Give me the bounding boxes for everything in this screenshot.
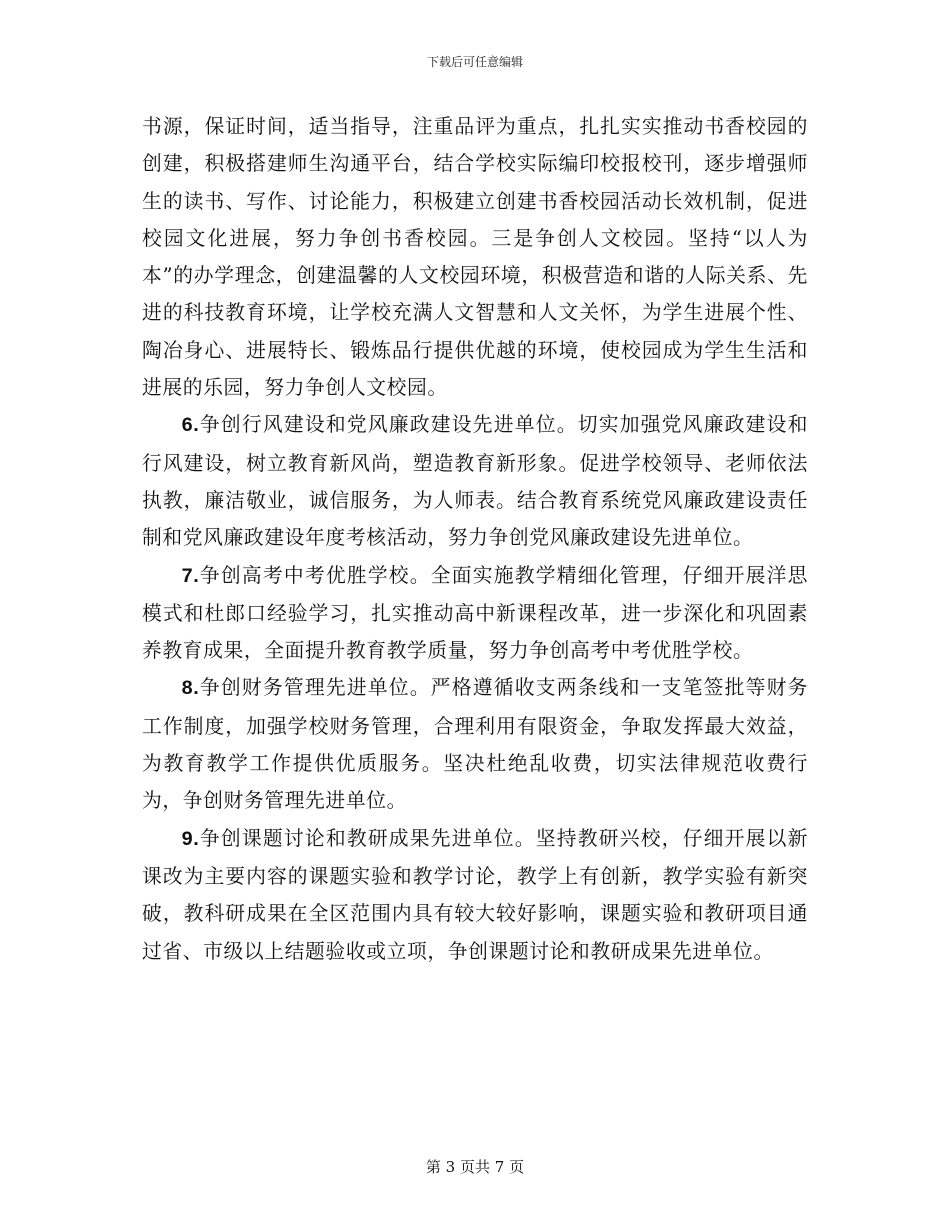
page-header: 下载后可任意编辑 [426, 55, 523, 69]
document-body [142, 108, 808, 970]
item-text: 争创高考中考优胜学校。全面实施教学精细化管理，仔细开展洋思模式和杜郎口经验学习，扎实推动高中新课程改革，进一步深化和巩固素养教育成果，全面提升教育教学质量，努力争创高考中考优胜学校。 [142, 563, 808, 663]
page-number: 第 3 页共 7 页 [425, 1158, 525, 1176]
item-text: 争创财务管理先进单位。严格遵循收支两条线和一支笔签批等财务工作制度，加强学校财务管理，合理利用有限资金，争取发挥最大效益，为教育教学工作提供优质服务。坚决杜绝乱收费，切实法律规范收费行为，争创财务管理先进单位。 [142, 676, 808, 813]
item-text: 争创课题讨论和教研成果先进单位。坚持教研兴校，仔细开展以新课改为主要内容的课题实验和教学讨论，教学上有创新，教学实验有新突破，教科研成果在全区范围内具有较大较好影响，课题实验和教研项目通过省、市级以上结题验收或立项，争创课题讨论和教研成果先进单位。 [142, 826, 808, 963]
item-number: 8. [181, 677, 200, 700]
list-item [142, 406, 808, 556]
list-item [142, 557, 808, 670]
item-number: 7. [181, 564, 200, 587]
item-number: 9. [181, 827, 200, 850]
item-number: 6. [181, 414, 200, 437]
list-item [142, 820, 808, 970]
continuation-paragraph: 书源，保证时间，适当指导，注重品评为重点，扎扎实实推动书香校园的创建，积极搭建师生沟通平台，结合学校实际编印校报校刊，逐步增强师生的读书、写作、讨论能力，积极建立创建书香校园活动长效机制，促进校园文化进展，努力争创书香校园。三是争创人文校园。坚持“以人为本”的办学理念，创建温馨的人文校园环境，积极营造和谐的人际关系、先进的科技教育环境，让学校充满人文智慧和人文关怀，为学生进展个性、陶冶身心、进展特长、锻炼品行提供优越的环境，使校园成为学生生活和进展的乐园，努力争创人文校园。 [142, 115, 808, 400]
item-text: 争创行风建设和党风廉政建设先进单位。切实加强党风廉政建设和行风建设，树立教育新风尚，塑造教育新形象。促进学校领导、老师依法执教，廉洁敬业，诚信服务，为人师表。结合教育系统党风廉政建设责任制和党风廉政建设年度考核活动，努力争创党风廉政建设先进单位。 [142, 413, 808, 550]
list-item [142, 669, 808, 819]
